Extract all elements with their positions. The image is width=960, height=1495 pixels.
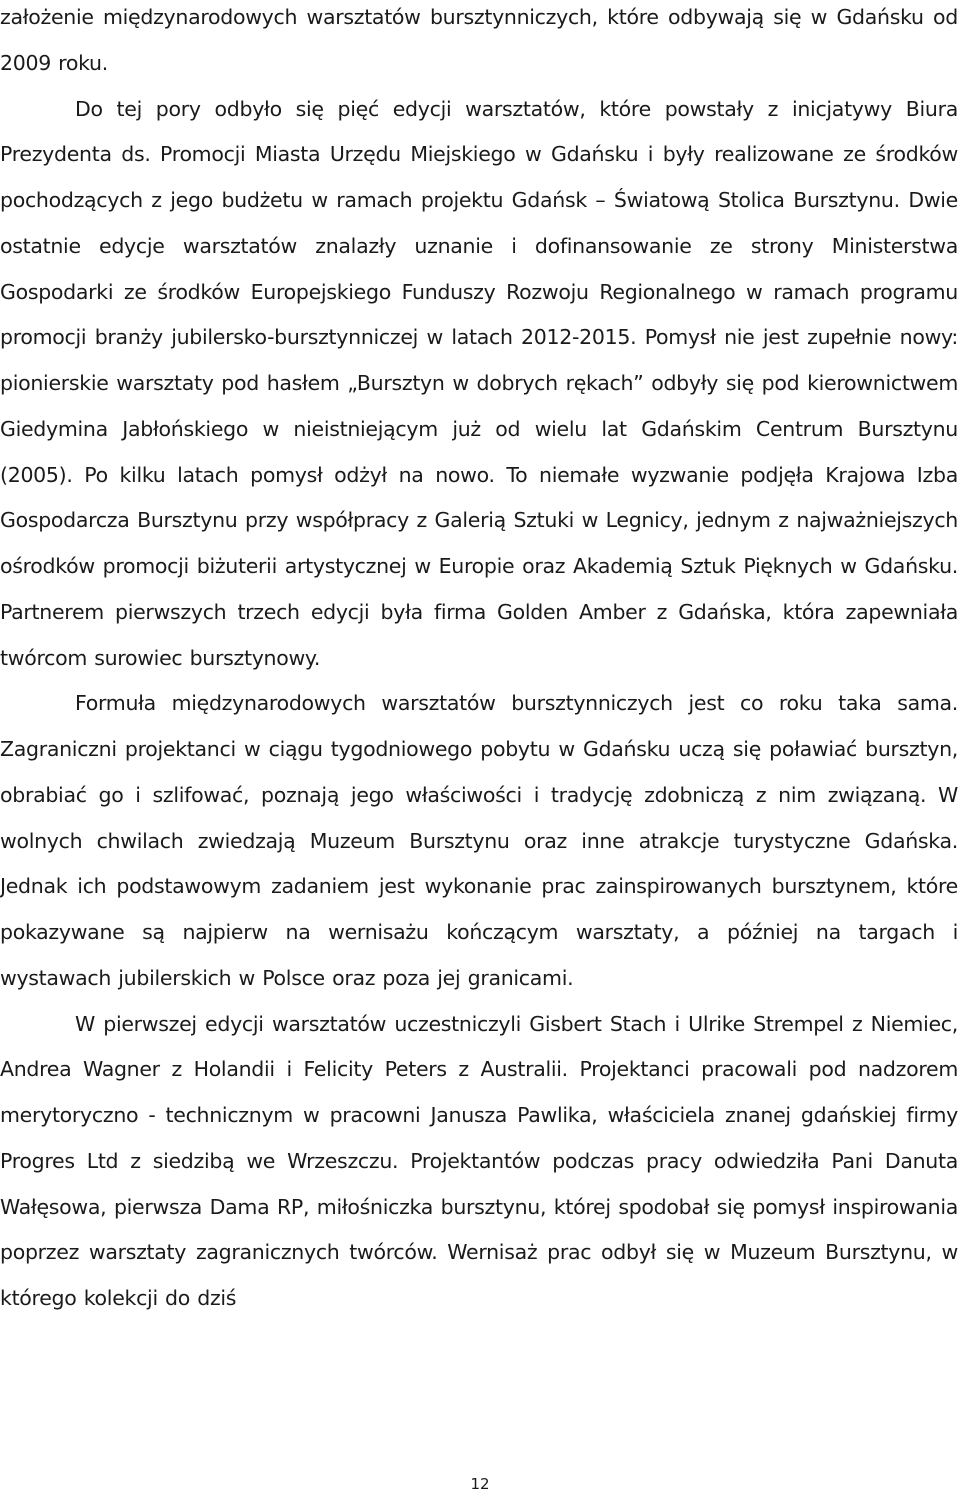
paragraph-continuation: założenie międzynarodowych warsztatów bursztynniczych, które odbywają się w Gdańsku od 2009 roku. — [0, 5, 958, 75]
paragraph-first-edition: W pierwszej edycji warsztatów uczestniczyli Gisbert Stach i Ulrike Strempel z Niemiec, Andrea Wagner z Holandii i Felicity Peters z Australii. Projektanci pracowali pod nadzorem merytoryczno - technicznym w pracowni Janusza Pawlika, właściciela znanej gdańskiej firmy Progres Ltd z siedzibą we Wrzeszczu. Projektantów podczas pracy odwiedziła Pani Danuta Wałęsowa, pierwsza Dama RP, miłośniczka bursztynu, której spodobał się pomysł inspirowania poprzez warsztaty zagranicznych twórców. Wernisaż prac odbył się w Muzeum Bursztynu, w którego kolekcji do dziś — [0, 1011, 958, 1310]
paragraph-workshop-history: Do tej pory odbyło się pięć edycji warsztatów, które powstały z inicjatywy Biura Prezydenta ds. Promocji Miasta Urzędu Miejskiego w Gdańsku i były realizowane ze środków pochodzących z jego budżetu w ramach projektu Gdańsk – Światową Stolica Bursztynu. Dwie ostatnie edycje warsztatów znalazły uznanie i dofinansowanie ze strony Ministerstwa Gospodarki ze środków Europejskiego Funduszy Rozwoju Regionalnego w ramach programu promocji branży jubilersko-bursztynniczej w latach 2012-2015. Pomysł nie jest zupełnie nowy: pionierskie warsztaty pod hasłem „Bursztyn w dobrych rękach” odbyły się pod kierownictwem Giedymina Jabłońskiego w nieistniejącym już od wielu lat Gdańskim Centrum Bursztynu (2005). Po kilku latach pomysł odżył na nowo. To niemałe wyzwanie podjęła Krajowa Izba Gospodarcza Bursztynu przy współpracy z Galerią Sztuki w Legnicy, jednym z najważniejszych ośrodków promocji biżuterii artystycznej w Europie oraz Akademią Sztuk Pięknych w Gdańsku. Partnerem pierwszych trzech edycji była firma Golden Amber z Gdańska, która zapewniała twórcom surowiec bursztynowy. — [0, 96, 958, 670]
paragraph-workshop-formula: Formuła międzynarodowych warsztatów bursztynniczych jest co roku taka sama. Zagraniczni projektanci w ciągu tygodniowego pobytu w Gdańsku uczą się poławiać bursztyn, obrabiać go i szlifować, poznają jego właściwości i tradycję zdobniczą z nim związaną. W wolnych chwilach zwiedzają Muzeum Bursztynu oraz inne atrakcje turystyczne Gdańska. Jednak ich podstawowym zadaniem jest wykonanie prac zainspirowanych bursztynem, które pokazywane są najpierw na wernisażu kończącym warsztaty, a później na targach i wystawach jubilerskich w Polsce oraz poza jej granicami. — [0, 691, 958, 990]
page-number: 12 — [470, 1475, 490, 1493]
